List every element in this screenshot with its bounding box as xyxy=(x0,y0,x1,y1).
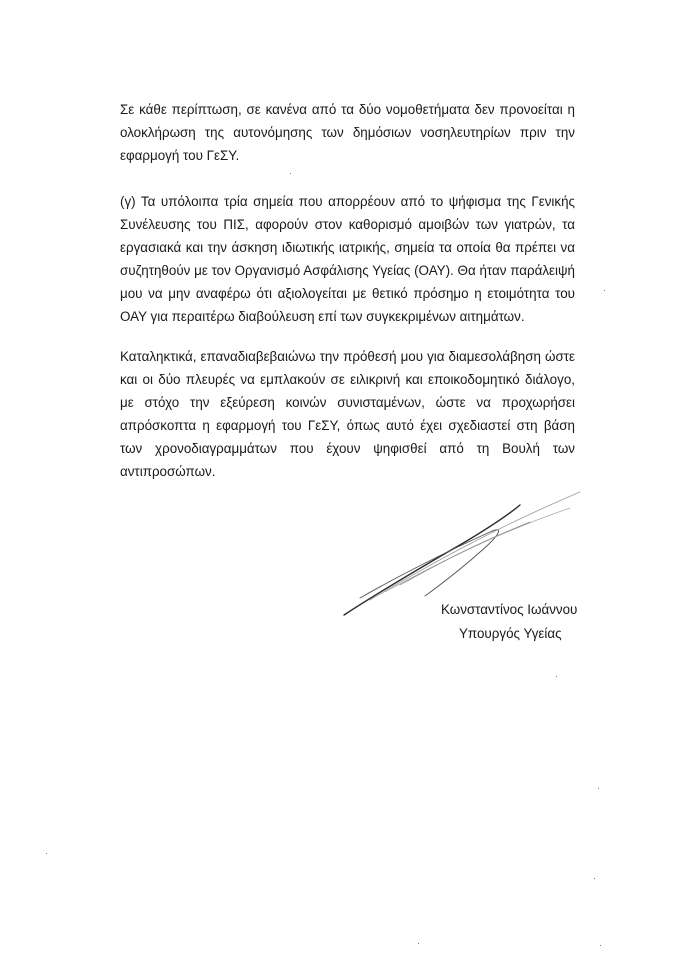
signature-sweep-2 xyxy=(385,508,570,592)
scan-speck xyxy=(46,853,47,854)
signatory-name: Κωνσταντίνος Ιωάννου xyxy=(441,602,578,617)
scan-speck xyxy=(290,173,291,174)
signatory-title: Υπουργός Υγείας xyxy=(459,626,562,641)
scan-speck xyxy=(598,788,599,789)
signature-sweep-3 xyxy=(400,522,530,585)
scan-speck xyxy=(604,290,605,291)
scan-speck xyxy=(418,943,419,944)
signature-block xyxy=(435,598,595,646)
scan-speck xyxy=(600,945,601,946)
paragraph-autonomy: Σε κάθε περίπτωση, σε κανένα από τα δύο νομοθετήματα δεν προνοείται η ολοκλήρωση της αυτονόμησης των δημόσιων νοσηλευτηρίων πριν την εφαρμογή του ΓεΣΥ. xyxy=(120,102,575,163)
paragraph-point-c: (γ) Τα υπόλοιπα τρία σημεία που απορρέουν από το ψήφισμα της Γενικής Συνέλευσης του ΠΙΣ, αφορούν στον καθορισμό αμοιβών των γιατρών, τα εργασιακά και την άσκηση ιδιωτικής ιατρικής, σημεία τα οποία θα πρέπει να συζητηθούν με τον Οργανισμό Ασφάλισης Υγείας (ΟΑΥ). Θα ήταν παράλειψή μου να μην αναφέρω ότι αξιολογείται με θετικό πρόσημο η ετοιμότητα του ΟΑΥ για περαιτέρω διαβούλευση επί των συγκεκριμένων αιτημάτων. xyxy=(120,194,575,324)
scan-speck xyxy=(594,878,595,879)
scan-speck xyxy=(556,676,557,677)
paragraph-conclusion: Καταληκτικά, επαναδιαβεβαιώνω την πρόθεσή μου για διαμεσολάβηση ώστε και οι δύο πλευρές να εμπλακούν σε ειλικρινή και εποικοδομητικό διάλογο, με στόχο την εξεύρεση κοινών συνισταμένων, ώστε να προχωρήσει απρόσκοπτα η εφαρμογή του ΓεΣΥ, όπως αυτό έχει σχεδιαστεί στη βάση των χρονοδιαγραμμάτων που έχουν ψηφισθεί από τη Βουλή των αντιπροσώπων. xyxy=(120,349,575,479)
